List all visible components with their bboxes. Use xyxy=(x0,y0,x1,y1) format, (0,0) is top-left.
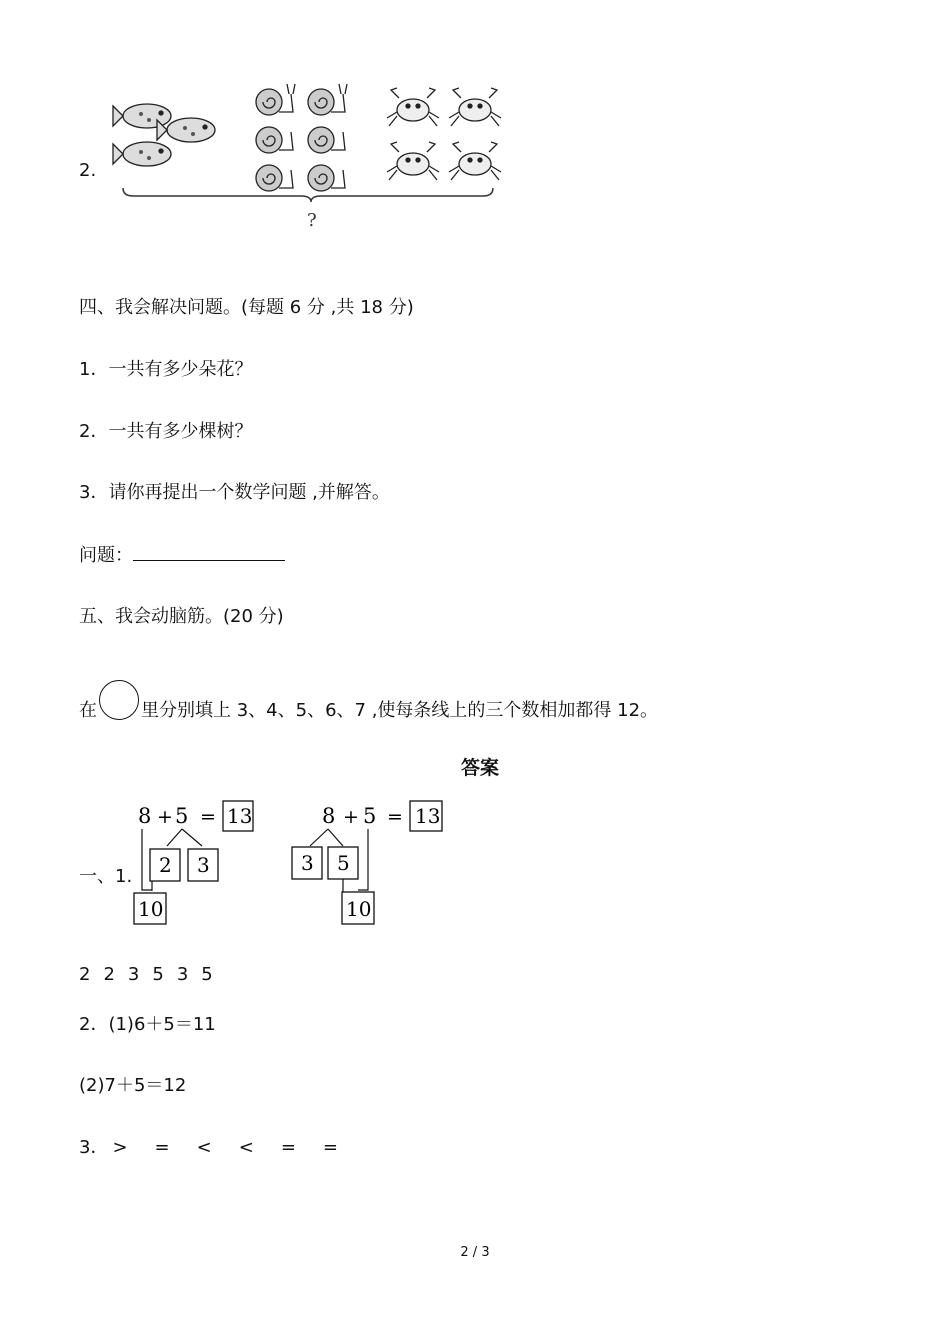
question-number: 2. xyxy=(79,160,97,181)
right-equals: = xyxy=(387,806,403,828)
crab-icon xyxy=(449,88,501,126)
section5-instruction xyxy=(79,680,658,722)
answers-title: 答案 xyxy=(460,757,499,779)
right-split2: 5 xyxy=(337,851,350,875)
answer-2-part-1: 2．(1)6＋5＝11 xyxy=(79,1014,216,1035)
answer-sequence xyxy=(79,964,226,986)
left-split2: 3 xyxy=(197,853,210,877)
sequence-value: 5 xyxy=(201,964,213,985)
snail-icon xyxy=(308,84,347,115)
right-addend-b: 5 xyxy=(363,804,377,828)
fish-group xyxy=(113,104,215,166)
brace xyxy=(123,188,493,202)
sequence-value: 2 xyxy=(103,964,115,985)
animals-illustration xyxy=(105,72,520,232)
crab-group xyxy=(387,88,501,180)
right-result: 13 xyxy=(415,804,441,828)
fish-icon xyxy=(113,142,171,166)
right-split-lines xyxy=(310,829,343,846)
section4-question-2: 2．一共有多少棵树？ xyxy=(79,421,253,442)
comparison-symbol: < xyxy=(238,1137,254,1158)
section5-header: 五、我会动脑筋。(20 分) xyxy=(79,606,284,627)
answer-3 xyxy=(79,1137,365,1159)
right-operator: + xyxy=(343,806,359,828)
left-result: 13 xyxy=(227,804,253,828)
left-addend-a: 8 xyxy=(138,804,152,828)
sequence-value: 2 xyxy=(79,964,91,985)
crab-icon xyxy=(449,142,501,180)
sequence-value: 5 xyxy=(152,964,164,985)
section4-question-1: 1．一共有多少朵花？ xyxy=(79,359,253,380)
answer-2-part-2: (2)7＋5＝12 xyxy=(79,1075,187,1096)
sequence-value: 3 xyxy=(176,964,189,985)
snail-group xyxy=(256,84,347,191)
right-split1: 3 xyxy=(301,851,314,875)
snail-icon xyxy=(308,165,345,191)
left-addend-b: 5 xyxy=(175,804,189,828)
snail-icon xyxy=(308,127,345,153)
section4-question-3: 3．请你再提出一个数学问题 ,并解答。 xyxy=(79,482,390,503)
right-ten-line xyxy=(358,829,368,890)
make-ten-diagram-left xyxy=(130,796,270,928)
page-number: 2 / 3 xyxy=(460,1245,490,1260)
make-ten-diagram-right xyxy=(288,796,448,928)
problem-label: 问题： xyxy=(79,545,133,566)
left-operator: + xyxy=(157,806,173,828)
comparison-symbol: = xyxy=(322,1137,339,1158)
crab-icon xyxy=(387,88,439,126)
left-equals: = xyxy=(200,806,216,828)
brace-question-mark: ? xyxy=(307,210,317,231)
problem-line xyxy=(79,544,285,567)
left-ten: 10 xyxy=(138,897,164,921)
instruction-prefix: 在 xyxy=(79,700,97,721)
comparison-symbol: > xyxy=(112,1137,128,1158)
snail-icon xyxy=(256,127,293,153)
instruction-suffix: 里分别填上 3、4、5、6、7 ,使每条线上的三个数相加都得 12。 xyxy=(141,700,659,721)
left-split1: 2 xyxy=(159,853,172,877)
right-ten: 10 xyxy=(346,897,372,921)
right-addend-a: 8 xyxy=(322,804,336,828)
section4-header: 四、我会解决问题。(每题 6 分 ,共 18 分) xyxy=(79,297,414,318)
comparison-symbol: < xyxy=(196,1137,212,1158)
comparison-symbol: = xyxy=(154,1137,170,1158)
answer-3-label: 3． xyxy=(79,1137,109,1158)
snail-icon xyxy=(256,84,295,115)
snail-icon xyxy=(256,165,293,191)
problem-answer-blank[interactable] xyxy=(133,544,285,561)
sequence-value: 3 xyxy=(127,964,140,985)
crab-icon xyxy=(387,142,439,180)
comparison-symbol: = xyxy=(280,1137,296,1158)
circle-symbol xyxy=(99,680,139,720)
answer-1-label: 一、1. xyxy=(79,866,133,887)
left-split-lines xyxy=(167,829,202,846)
